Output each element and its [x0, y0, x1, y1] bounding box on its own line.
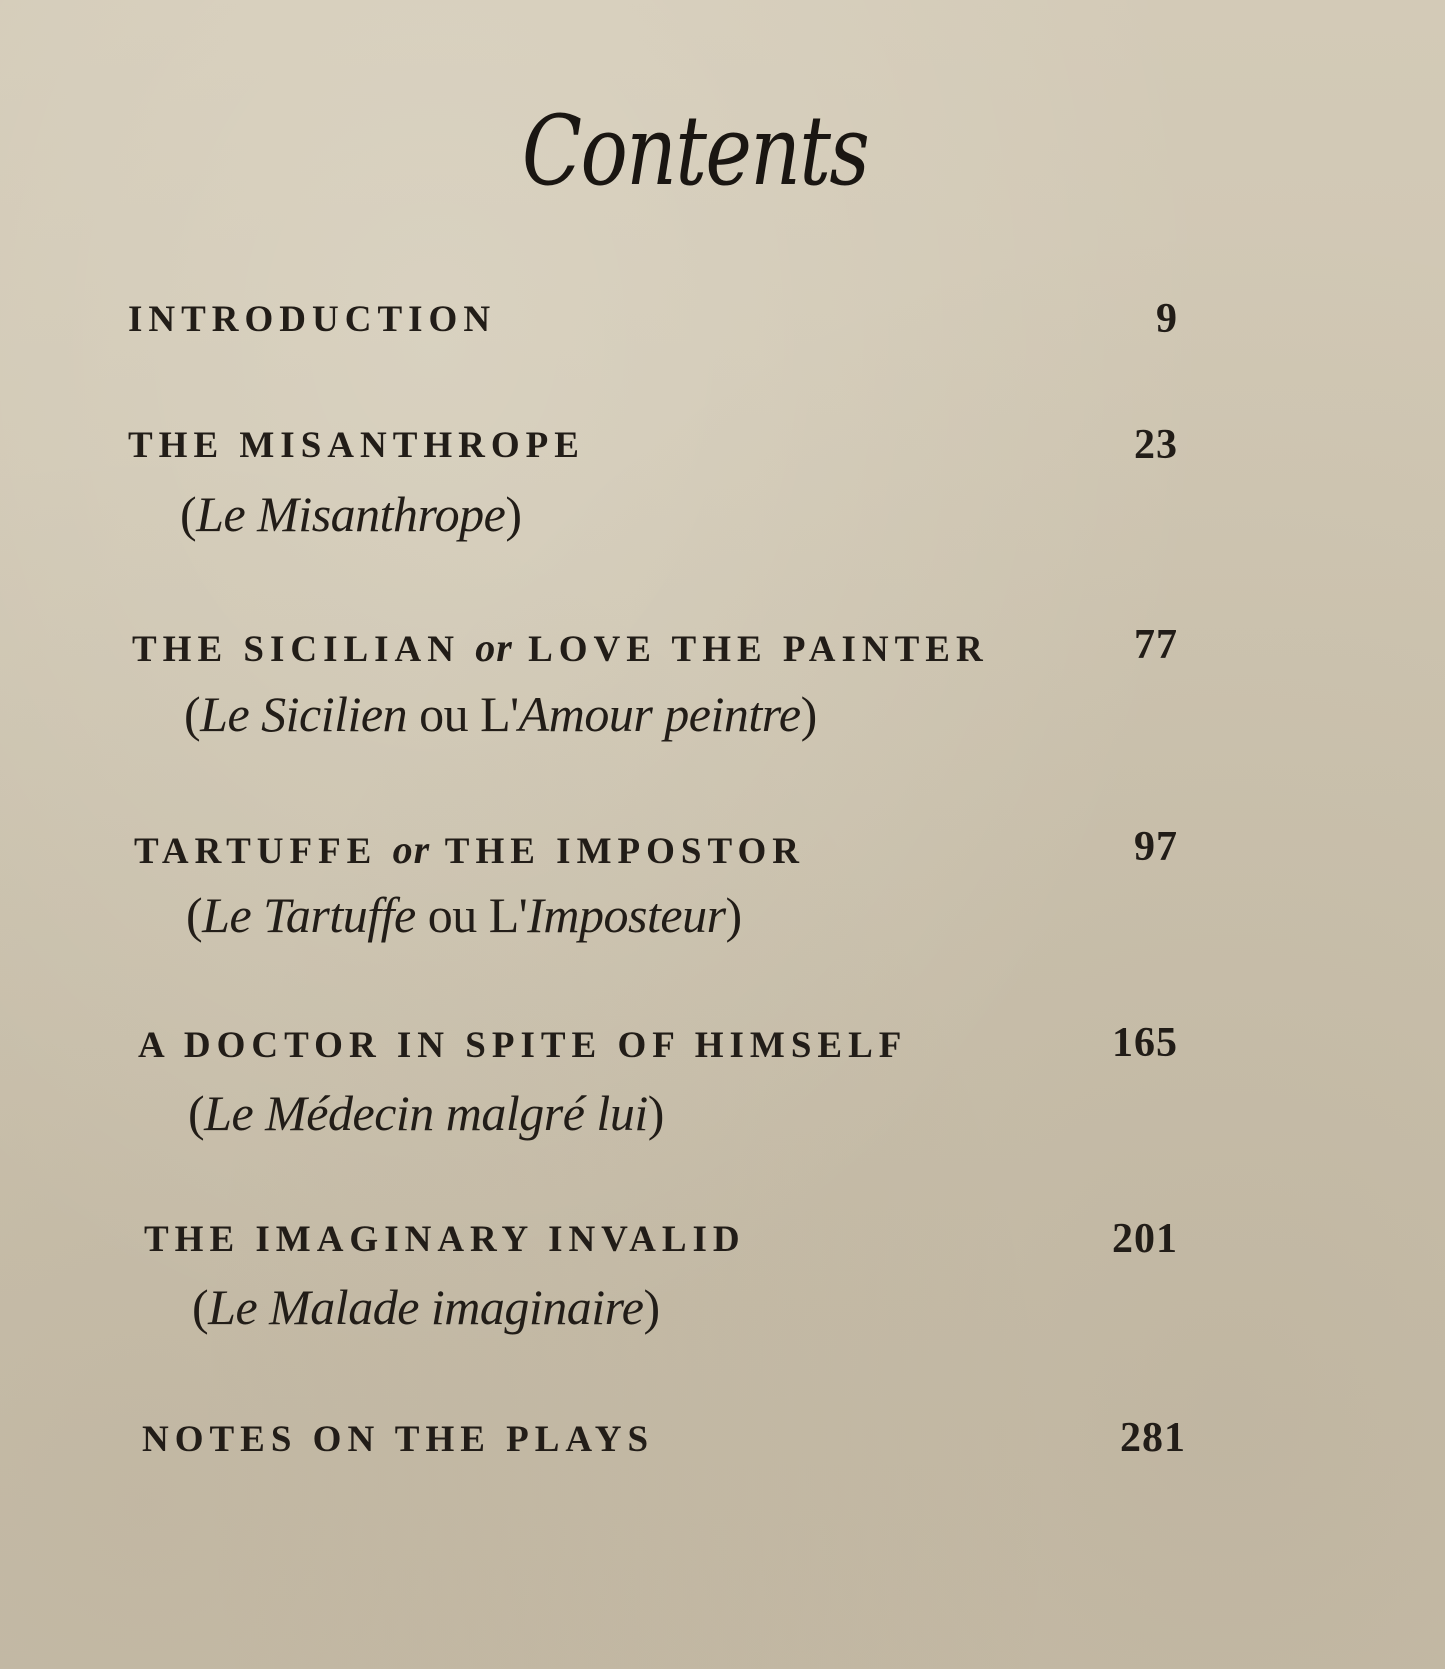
subtitle-paren-close: ) [725, 887, 742, 943]
toc-entry-page: 97 [1134, 824, 1178, 870]
title-part-a: THE SICILIAN [132, 629, 461, 670]
toc-entry-title: NOTES ON THE PLAYS [142, 1419, 655, 1460]
page-title: Contents [521, 95, 869, 207]
toc-entry-page: 281 [1120, 1415, 1186, 1461]
subtitle-paren-open: ( [188, 1085, 205, 1141]
subtitle-french-title: Le Malade imaginaire [208, 1279, 644, 1335]
subtitle-paren-open: ( [180, 486, 197, 542]
subtitle-conjunction: ou L' [407, 686, 519, 742]
subtitle-french-title-b: Amour peintre [518, 686, 801, 742]
subtitle-paren-close: ) [647, 1085, 664, 1141]
subtitle-paren-open: ( [184, 686, 201, 742]
subtitle-paren-close: ) [643, 1279, 660, 1335]
toc-entry-subtitle [180, 485, 522, 543]
toc-entry-title [132, 624, 989, 671]
subtitle-french-title-b: Imposteur [527, 887, 726, 943]
toc-entry-subtitle [186, 886, 742, 944]
toc-entry-title: THE MISANTHROPE [128, 425, 585, 466]
toc-entry-title: INTRODUCTION [128, 299, 497, 340]
subtitle-french-title-a: Le Tartuffe [202, 887, 416, 943]
subtitle-french-title-a: Le Sicilien [200, 686, 408, 742]
title-part-b: LOVE THE PAINTER [528, 629, 989, 670]
subtitle-paren-close: ) [800, 686, 817, 742]
title-conjunction: or [475, 625, 513, 670]
title-part-b: THE IMPOSTOR [444, 831, 805, 872]
subtitle-conjunction: ou L' [415, 887, 528, 943]
subtitle-paren-open: ( [192, 1279, 209, 1335]
subtitle-paren-close: ) [505, 486, 522, 542]
title-conjunction: or [392, 827, 431, 872]
toc-entry-page: 201 [1112, 1216, 1178, 1262]
toc-entry-page: 77 [1134, 622, 1178, 668]
subtitle-french-title: Le Médecin malgré lui [204, 1085, 648, 1141]
toc-entry-subtitle [192, 1278, 660, 1336]
title-part-a: TARTUFFE [134, 831, 378, 872]
subtitle-french-title: Le Misanthrope [196, 486, 506, 542]
toc-entry-page: 165 [1112, 1020, 1178, 1066]
toc-entry-title [134, 826, 805, 873]
subtitle-paren-open: ( [186, 887, 203, 943]
toc-entry-title: THE IMAGINARY INVALID [144, 1219, 746, 1260]
toc-entry-title: A DOCTOR IN SPITE OF HIMSELF [138, 1025, 908, 1066]
toc-entry-page: 9 [1156, 296, 1178, 342]
toc-entry-subtitle [184, 685, 817, 743]
toc-entry-subtitle [188, 1084, 664, 1142]
toc-entry-page: 23 [1134, 422, 1178, 468]
